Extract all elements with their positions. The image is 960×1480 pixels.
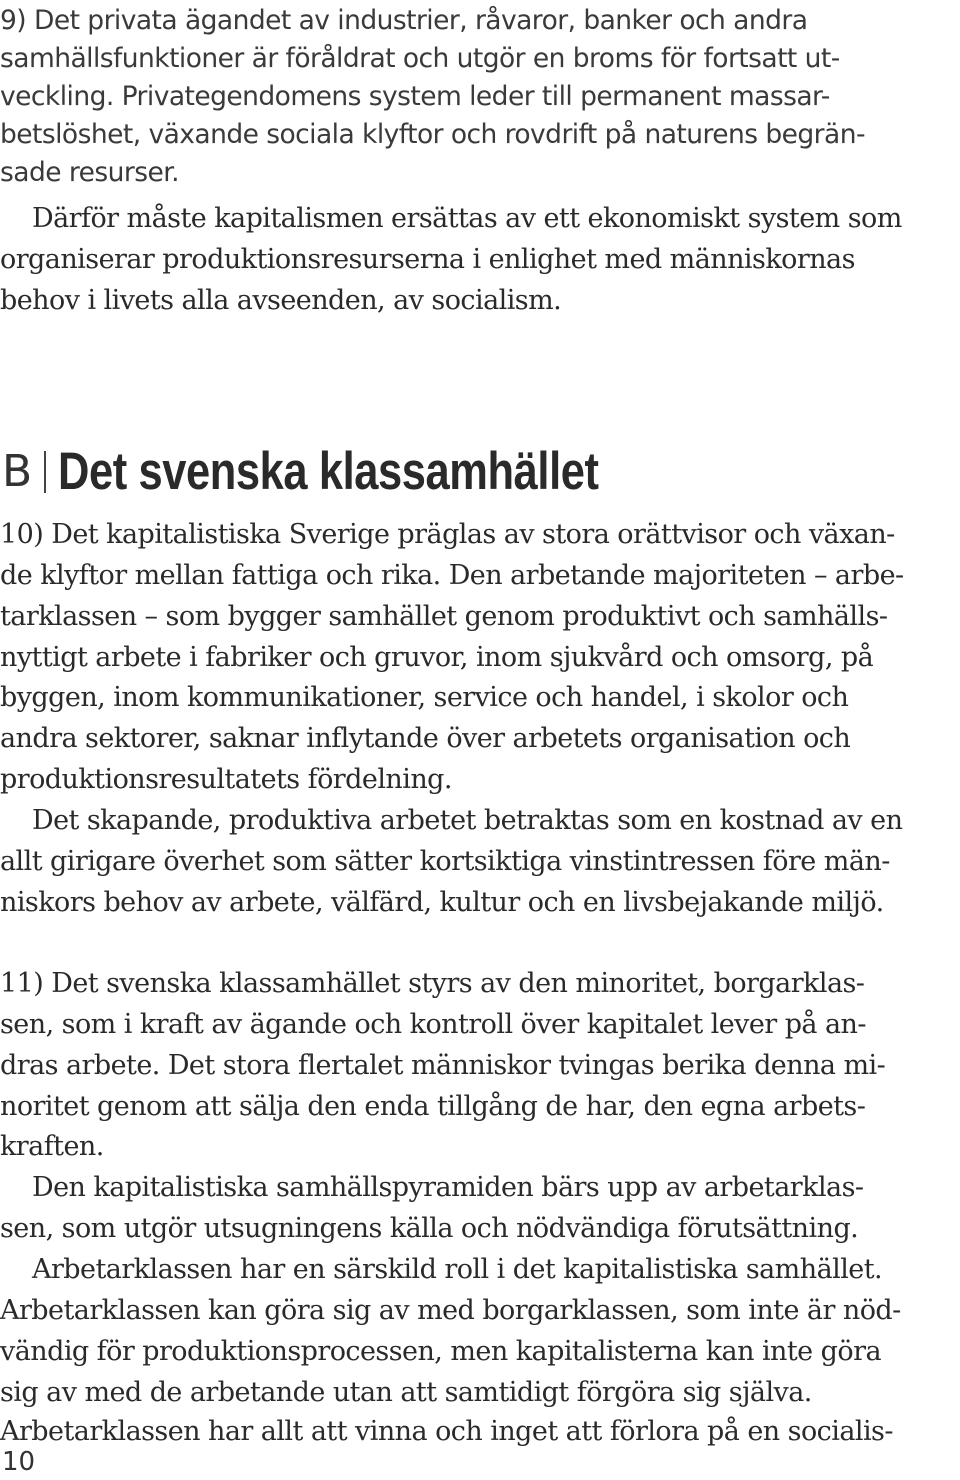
body-line: produktionsresultatets fördelning. xyxy=(0,764,452,795)
intro-line: 9) Det privata ägandet av industrier, råvaror, banker och andra xyxy=(0,5,808,36)
page-number: 10 xyxy=(2,1447,36,1477)
body-line: Det skapande, produktiva arbetet betraktas som en kostnad av en xyxy=(32,805,903,836)
section-title: Det svenska klassamhället xyxy=(58,442,599,501)
body-line: tarklassen – som bygger samhället genom produktivt och samhälls- xyxy=(0,601,888,632)
body-line: noritet genom att sälja den enda tillgång de har, den egna arbets- xyxy=(0,1091,866,1122)
body-line: Arbetarklassen har en särskild roll i det kapitalistiska samhället. xyxy=(32,1254,883,1285)
intro-line: sade resurser. xyxy=(0,157,180,188)
body-line: sen, som i kraft av ägande och kontroll över kapitalet lever på an- xyxy=(0,1009,866,1040)
body-line: Arbetarklassen kan göra sig av med borgarklassen, som inte är nöd- xyxy=(0,1295,901,1326)
section-heading xyxy=(0,443,960,503)
body-line: byggen, inom kommunikationer, service och handel, i skolor och xyxy=(0,682,849,713)
heading-divider xyxy=(44,451,46,493)
body-line: sig av med de arbetande utan att samtidigt förgöra sig själva. xyxy=(0,1377,812,1408)
body-line: Den kapitalistiska samhällspyramiden bärs upp av arbetarklas- xyxy=(32,1172,864,1203)
body-line: niskors behov av arbete, välfärd, kultur och en livsbejakande miljö. xyxy=(0,887,884,918)
body-line: andra sektorer, saknar inflytande över arbetets organisation och xyxy=(0,723,851,754)
intro-line: samhällsfunktioner är föråldrat och utgör en broms för fortsatt ut- xyxy=(0,43,840,74)
intro-line: veckling. Privategendomens system leder till permanent massar- xyxy=(0,81,830,112)
body-line: dras arbete. Det stora flertalet människor tvingas berika denna mi- xyxy=(0,1050,886,1081)
body-line: Arbetarklassen har allt att vinna och inget att förlora på en socialis- xyxy=(0,1416,893,1447)
body-line: kraften. xyxy=(0,1131,104,1162)
intro-line: behov i livets alla avseenden, av socialism. xyxy=(0,285,562,316)
body-line: vändig för produktionsprocessen, men kapitalisterna kan inte göra xyxy=(0,1336,881,1367)
intro-line: Därför måste kapitalismen ersättas av ett ekonomiskt system som xyxy=(32,203,902,234)
body-line: 10) Det kapitalistiska Sverige präglas av stora orättvisor och växan- xyxy=(0,519,895,550)
intro-line: betslöshet, växande sociala klyftor och rovdrift på naturens begrän- xyxy=(0,119,865,150)
body-line: allt girigare överhet som sätter kortsiktiga vinstintressen före män- xyxy=(0,846,890,877)
body-line: sen, som utgör utsugningens källa och nödvändiga förutsättning. xyxy=(0,1213,859,1244)
section-letter: B xyxy=(2,446,33,497)
body-line: nyttigt arbete i fabriker och gruvor, inom sjukvård och omsorg, på xyxy=(0,642,874,673)
body-line: de klyftor mellan fattiga och rika. Den arbetande majoriteten – arbe- xyxy=(0,560,904,591)
intro-line: organiserar produktionsresurserna i enlighet med människornas xyxy=(0,244,855,275)
body-line: 11) Det svenska klassamhället styrs av den minoritet, borgarklas- xyxy=(0,968,865,999)
